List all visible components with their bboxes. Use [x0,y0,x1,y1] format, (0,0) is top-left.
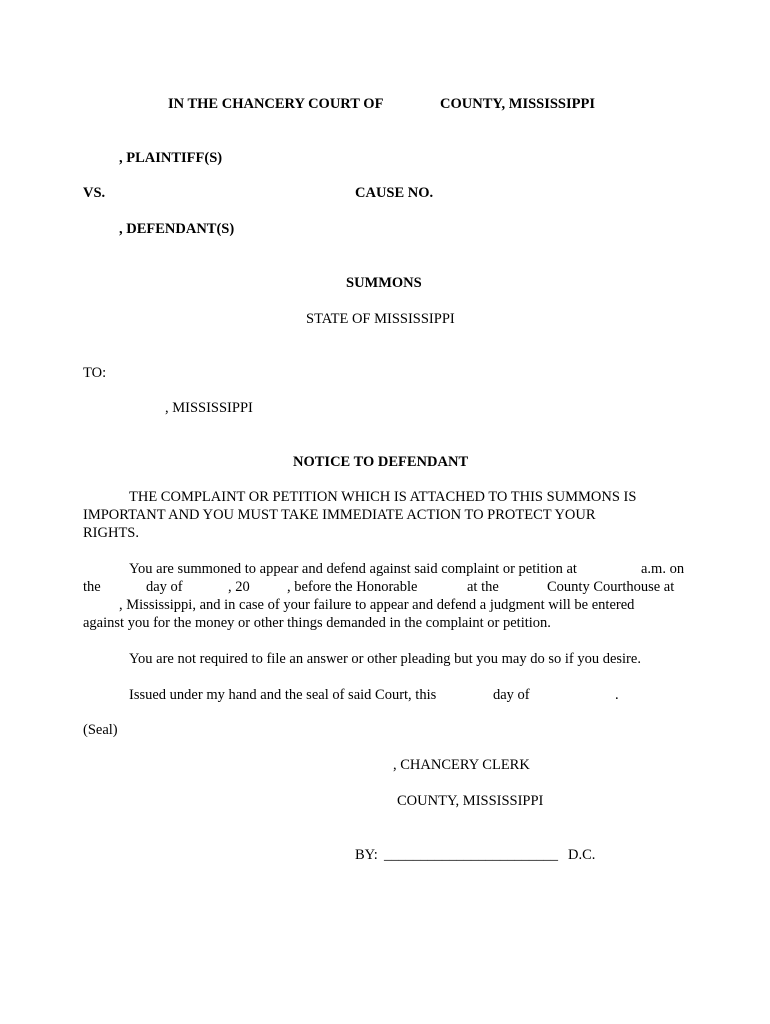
notice-para2-courthouse: County Courthouse at [547,579,675,595]
notice-para2-the: the [83,579,101,595]
notice-para2-year: , 20 [228,579,250,595]
notice-para3: You are not required to file an answer or other pleading but you may do so if you desire. [129,651,641,667]
notice-para2-line4: against you for the money or other things demanded in the complaint or petition. [83,615,551,631]
issued-under-hand: Issued under my hand and the seal of said Court, this [129,687,437,703]
notice-para1-line1: THE COMPLAINT OR PETITION WHICH IS ATTACHED TO THIS SUMMONS IS [129,489,637,505]
notice-para2-before: , before the Honorable [287,579,418,595]
court-county-state: COUNTY, MISSISSIPPI [440,96,595,112]
notice-para2-atthe: at the [467,579,499,595]
by-label: BY: [355,847,378,863]
to-label: TO: [83,365,107,381]
notice-para2-line3: , Mississippi, and in case of your failure to appear and defend a judgment will be entered [119,597,635,613]
document-title: SUMMONS [346,275,422,291]
signature-line: ________________________ [384,847,558,863]
issued-dayof: day of [493,687,530,703]
state-heading: STATE OF MISSISSIPPI [306,311,455,327]
defendant-label: , DEFENDANT(S) [119,221,235,237]
notice-para2-dayof: day of [146,579,183,595]
notice-para2-am: a.m. on [641,561,685,577]
notice-para1-line2: IMPORTANT AND YOU MUST TAKE IMMEDIATE ACTION TO PROTECT YOUR [83,507,596,523]
versus-label: VS. [83,185,106,201]
notice-para2-line1: You are summoned to appear and defend against said complaint or petition at [129,561,577,577]
notice-para1-line3: RIGHTS. [83,525,139,541]
chancery-clerk-label: , CHANCERY CLERK [393,757,530,773]
clerk-county-label: COUNTY, MISSISSIPPI [397,793,544,809]
plaintiff-label: , PLAINTIFF(S) [119,150,223,166]
deputy-clerk-label: D.C. [568,847,596,863]
seal-label: (Seal) [83,722,118,738]
to-address-state: , MISSISSIPPI [165,400,253,416]
court-prefix: IN THE CHANCERY COURT OF [168,96,384,112]
issued-period: . [615,687,619,703]
cause-number-label: CAUSE NO. [355,185,434,201]
notice-heading: NOTICE TO DEFENDANT [293,454,469,470]
